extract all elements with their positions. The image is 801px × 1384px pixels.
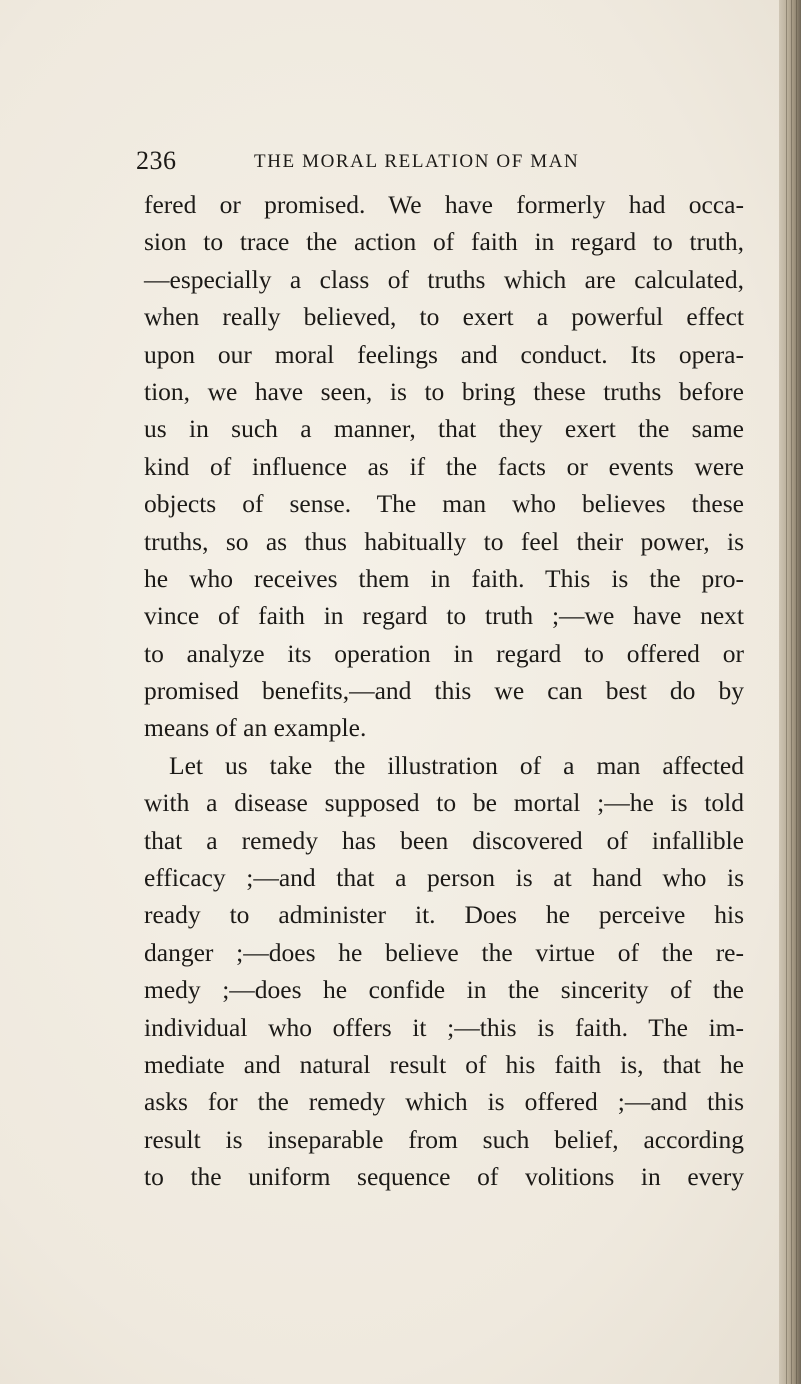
text-line: that a remedy has been discovered of infallible (144, 825, 744, 855)
text-line: us in such a manner, that they exert the same (144, 414, 744, 444)
text-line: result is inseparable from such belief, according (144, 1124, 744, 1154)
page-edge-line (786, 0, 787, 1384)
text-line: medy ;—does he confide in the sincerity of the (144, 975, 744, 1005)
text-line: individual who offers it ;—this is faith. The im- (144, 1012, 744, 1042)
text-line: efficacy ;—and that a person is at hand who is (144, 863, 744, 893)
text-line: fered or promised. We have formerly had occa- (144, 190, 744, 219)
text-line: tion, we have seen, is to bring these truths before (144, 376, 744, 406)
text-line: —especially a class of truths which are calculated, (144, 264, 744, 294)
text-line: upon our moral feelings and conduct. Its opera- (144, 339, 744, 369)
page-edge-line (796, 0, 797, 1384)
text-line: objects of sense. The man who believes these (144, 489, 744, 519)
text-line: kind of influence as if the facts or events were (144, 451, 744, 481)
text-line: promised benefits,—and this we can best do by (144, 676, 744, 706)
text-line: sion to trace the action of faith in regard to truth, (144, 227, 744, 257)
running-head: THE MORAL RELATION OF MAN (254, 151, 580, 172)
body-text (144, 186, 744, 1196)
text-line: mediate and natural result of his faith is, that he (144, 1049, 744, 1079)
text-line: with a disease supposed to be mortal ;—he is told (144, 788, 744, 818)
text-line: he who receives them in faith. This is the pro- (144, 563, 744, 593)
text-line: when really believed, to exert a powerful effect (144, 302, 744, 332)
page-number: 236 (136, 146, 177, 175)
text-line: asks for the remedy which is offered ;—and this (144, 1087, 744, 1117)
page-edge-line (791, 0, 792, 1384)
page-header (136, 146, 736, 180)
text-line: to the uniform sequence of volitions in every (144, 1162, 744, 1192)
text-line: danger ;—does he believe the virtue of the re- (144, 937, 744, 967)
text-line: means of an example. (144, 713, 367, 743)
text-line: truths, so as thus habitually to feel their power, is (144, 526, 744, 556)
text-line: ready to administer it. Does he perceive his (144, 900, 744, 930)
book-edge (779, 0, 801, 1384)
text-line: vince of faith in regard to truth ;—we have next (144, 601, 744, 631)
text-line: to analyze its operation in regard to offered or (144, 638, 744, 668)
text-line: Let us take the illustration of a man affected (169, 750, 744, 780)
